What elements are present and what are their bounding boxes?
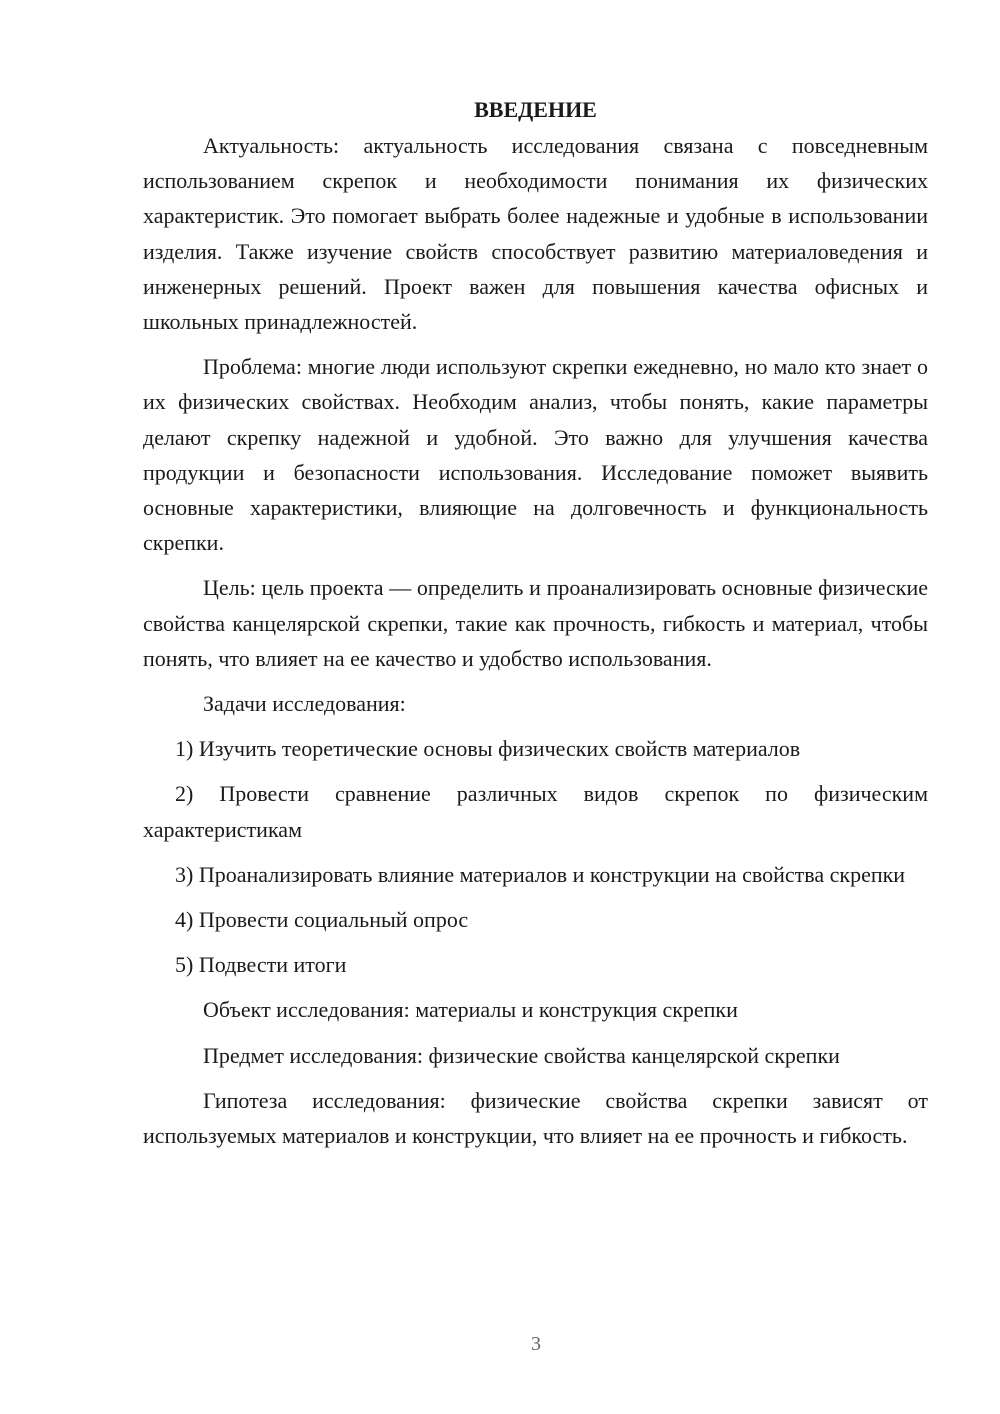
hypothesis-paragraph: Гипотеза исследования: физические свойства скрепки зависят от используемых материалов и конструкции, что влияет на ее прочность и гибкость. [143,1087,928,1149]
subject-paragraph: Предмет исследования: физические свойства канцелярской скрепки [203,1042,840,1068]
task-item-1: 1) Изучить теоретические основы физических свойств материалов [175,736,801,762]
tasks-heading: Задачи исследования: [203,691,406,717]
goal-paragraph: Цель: цель проекта — определить и проанализировать основные физические свойства канцелярской скрепки, такие как прочность, гибкость и материал, чтобы понять, что влияет на ее качество и удобство использования. [143,575,928,671]
task-item-3: 3) Проанализировать влияние материалов и конструкции на свойства скрепки [175,861,906,887]
task-item-5: 5) Подвести итоги [175,952,347,978]
task-item-4: 4) Провести социальный опрос [175,907,469,933]
object-paragraph: Объект исследования: материалы и конструкция скрепки [203,997,738,1023]
actuality-paragraph: Актуальность: актуальность исследования связана с повседневным использованием скрепок и необходимости понимания их физических характеристик. Это помогает выбрать более надежные и удобные в использовании изделия. Также изучение свойств способствует развитию материаловедения и инженерных решений. Проект важен для повышения качества офисных и школьных принадлежностей. [143,133,928,335]
task-item-2: 2) Провести сравнение различных видов скрепок по физическим характеристикам [143,781,928,842]
problem-paragraph: Проблема: многие люди используют скрепки ежедневно, но мало кто знает о их физических свойствах. Необходим анализ, чтобы понять, какие параметры делают скрепку надежной и удобной. Это важно для улучшения качества продукции и безопасности использования. Исследование поможет выявить основные характеристики, влияющие на долговечность и функциональность скрепки. [143,354,928,556]
page-number: 3 [531,1333,541,1355]
section-title: ВВЕДЕНИЕ [474,97,597,122]
document-page [143,92,928,1153]
